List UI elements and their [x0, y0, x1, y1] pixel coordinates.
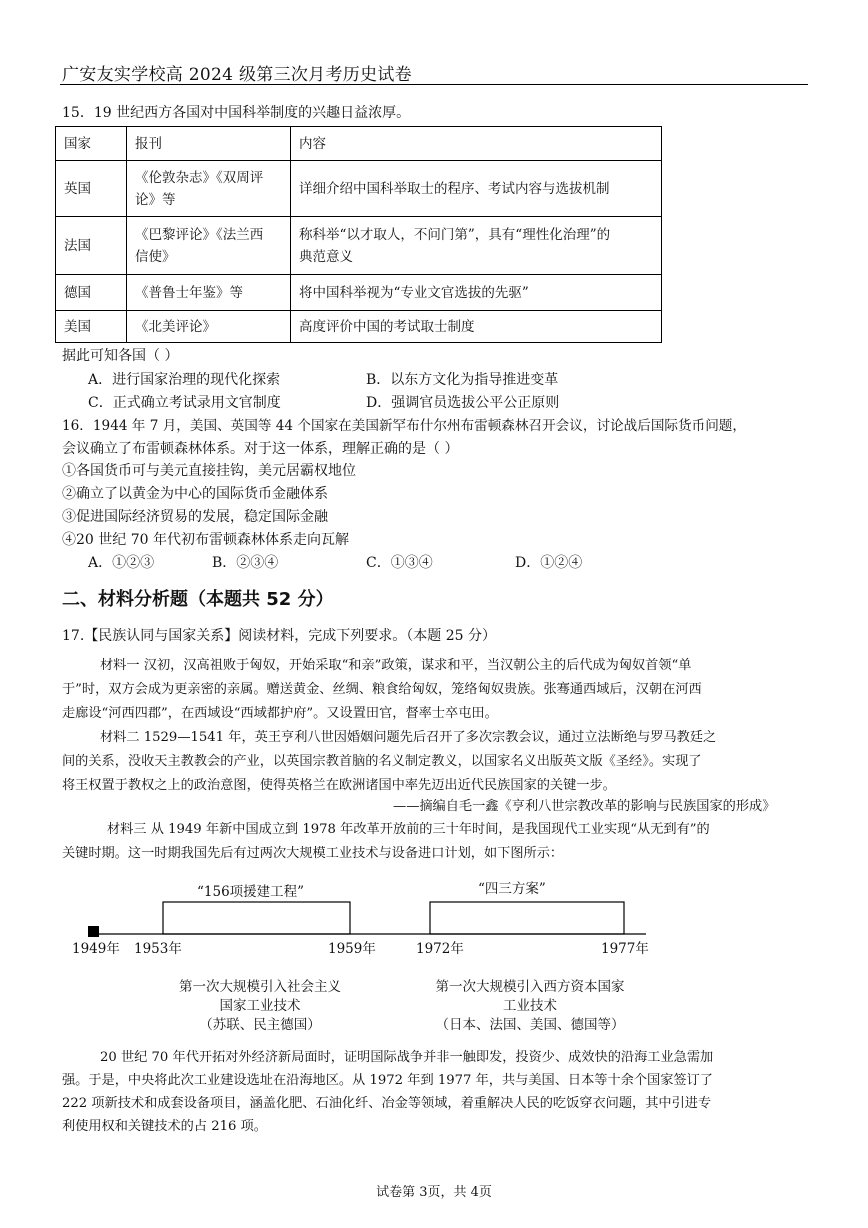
cell-line: 论》等	[135, 191, 176, 208]
material-3-paragraph-line: 222 项新技术和成套设备项目，涵盖化肥、石油化纤、冶金等领域，着重解决人民的吃饭穿衣问题，其中引进专	[62, 1096, 712, 1111]
q17-stem: 17.【民族认同与国家关系】阅读材料，完成下列要求。（本题 25 分）	[62, 628, 496, 644]
cell-line: 信使》	[135, 248, 176, 265]
material-3-line: 材料三 从 1949 年新中国成立到 1978 年改革开放前的三十年时间，是我国现代工业实现“从无到有”的	[107, 822, 710, 837]
q16-option-c[interactable]: C．①③④	[366, 555, 433, 571]
timeline-caption-2: 第一次大规模引入西方资本国家	[435, 979, 625, 995]
table-cell-country: 德国	[56, 275, 127, 311]
table-cell-country: 美国	[56, 311, 127, 343]
timeline-start-marker	[88, 926, 99, 937]
timeline-caption-1: （苏联、民主德国）	[199, 1017, 321, 1033]
timeline-box2-label: “四三方案”	[478, 881, 546, 897]
material-1-line: 于”时，双方会成为更亲密的亲属。赠送黄金、丝绸、粮食给匈奴，笼络匈奴贵族。张骞通西域后，汉朝在河西	[62, 682, 702, 697]
q15-option-a[interactable]: A．进行国家治理的现代化探索	[88, 372, 281, 388]
material-2-source: ——摘编自毛一鑫《亨利八世宗教改革的影响与民族国家的形成》	[393, 799, 776, 814]
material-3-paragraph-line: 20 世纪 70 年代开拓对外经济新局面时，证明国际战争并非一触即发，投资少、成效快的沿海工业急需加	[100, 1050, 714, 1065]
cell-line: 典范意义	[299, 248, 353, 265]
timeline-box1-label: “156项援建工程”	[197, 884, 305, 900]
material-1-line: 走廊设“河西四郡”，在西域设“西域都护府”。又设置田官，督率士卒屯田。	[62, 706, 498, 721]
exam-header-title: 广安友实学校高 2024 级第三次月考历史试卷	[62, 65, 412, 85]
timeline-year: 1959年	[328, 941, 376, 957]
cell-line: 《伦敦杂志》《双周评	[135, 169, 264, 186]
table-cell-content: 高度评价中国的考试取士制度	[291, 311, 662, 343]
q16-item: ④20 世纪 70 年代初布雷顿森林体系走向瓦解	[62, 532, 349, 548]
material-2-line: 间的关系，没收天主教教会的产业，以英国宗教首脑的名义制定教义，以国家名义出版英文版《圣经》。实现了	[62, 754, 702, 769]
q16-option-b[interactable]: B．②③④	[212, 555, 279, 571]
table-header-cell: 国家	[56, 127, 127, 161]
q16-option-a[interactable]: A．①②③	[88, 555, 155, 571]
q15-prompt: 据此可知各国（ ）	[62, 348, 179, 364]
page-number: 试卷第 3页，共 4页	[376, 1185, 492, 1200]
table-cell-country: 英国	[56, 161, 127, 217]
q15-option-b[interactable]: B．以东方文化为指导推进变革	[366, 372, 559, 388]
q16-item: ②确立了以黄金为中心的国际货币金融体系	[62, 486, 328, 502]
table-cell-paper: 《北美评论》	[127, 311, 291, 343]
timeline-year: 1977年	[601, 941, 649, 957]
timeline-caption-1: 国家工业技术	[219, 998, 301, 1014]
timeline-caption-1: 第一次大规模引入社会主义	[179, 979, 341, 995]
cell-line: 称科举“以才取人，不问门第”，具有“理性化治理”的	[299, 226, 611, 243]
table-header-cell: 内容	[291, 127, 662, 161]
section-title: 二、材料分析题（本题共 52 分）	[62, 589, 334, 610]
timeline-caption-2: 工业技术	[503, 998, 557, 1014]
q15-option-d[interactable]: D．强调官员选拔公平公正原则	[366, 395, 560, 411]
table-cell-content: 将中国科举视为“专业文官选拔的先驱”	[291, 275, 662, 311]
timeline-year: 1972年	[416, 941, 464, 957]
material-2-line: 材料二 1529—1541 年，英王亨利八世因婚姻问题先后召开了多次宗教会议，通过立法断绝与罗马教廷之	[100, 730, 717, 745]
q16-option-d[interactable]: D．①②④	[515, 555, 583, 571]
material-2-line: 将王权置于教权之上的政治意图，使得英格兰在欧洲诸国中率先迈出近代民族国家的关键一步。	[62, 778, 616, 793]
q16-stem-line1: 16．1944 年 7 月，美国、英国等 44 个国家在美国新罕布什尔州布雷顿森林召开会议，讨论战后国际货币问题，	[62, 418, 746, 434]
material-3-line: 关键时期。这一时期我国先后有过两次大规模工业技术与设备进口计划，如下图所示：	[62, 846, 564, 861]
table-cell-content: 详细介绍中国科举取士的程序、考试内容与选拔机制	[291, 161, 662, 217]
material-3-paragraph-line: 利使用权和关键技术的占 216 项。	[62, 1119, 267, 1134]
cell-line: 《巴黎评论》《法兰西	[135, 226, 264, 243]
q16-stem-line2: 会议确立了布雷顿森林体系。对于这一体系，理解正确的是（ ）	[62, 441, 459, 457]
timeline-year: 1949年	[72, 941, 120, 957]
timeline-box-43	[430, 902, 624, 934]
q16-item: ③促进国际经济贸易的发展，稳定国际金融	[62, 509, 328, 525]
q15-option-c[interactable]: C．正式确立考试录用文官制度	[88, 395, 281, 411]
table-header-cell: 报刊	[127, 127, 291, 161]
timeline-year: 1953年	[134, 941, 182, 957]
table-cell-paper: 《普鲁士年鉴》等	[127, 275, 291, 311]
timeline-caption-2: （日本、法国、美国、德国等）	[435, 1017, 625, 1033]
q16-item: ①各国货币可与美元直接挂钩，美元居霸权地位	[62, 463, 356, 479]
table-cell-country: 法国	[56, 217, 127, 275]
material-3-paragraph-line: 强。于是，中央将此次工业建设选址在沿海地区。从 1972 年到 1977 年，共与美国、日本等十余个国家签订了	[62, 1073, 713, 1088]
timeline-box-156	[163, 902, 350, 934]
material-1-line: 材料一 汉初，汉高祖败于匈奴，开始采取“和亲”政策，谋求和平，当汉朝公主的后代成为匈奴首领“单	[100, 658, 692, 673]
q15-stem: 15．19 世纪西方各国对中国科举制度的兴趣日益浓厚。	[62, 105, 411, 121]
